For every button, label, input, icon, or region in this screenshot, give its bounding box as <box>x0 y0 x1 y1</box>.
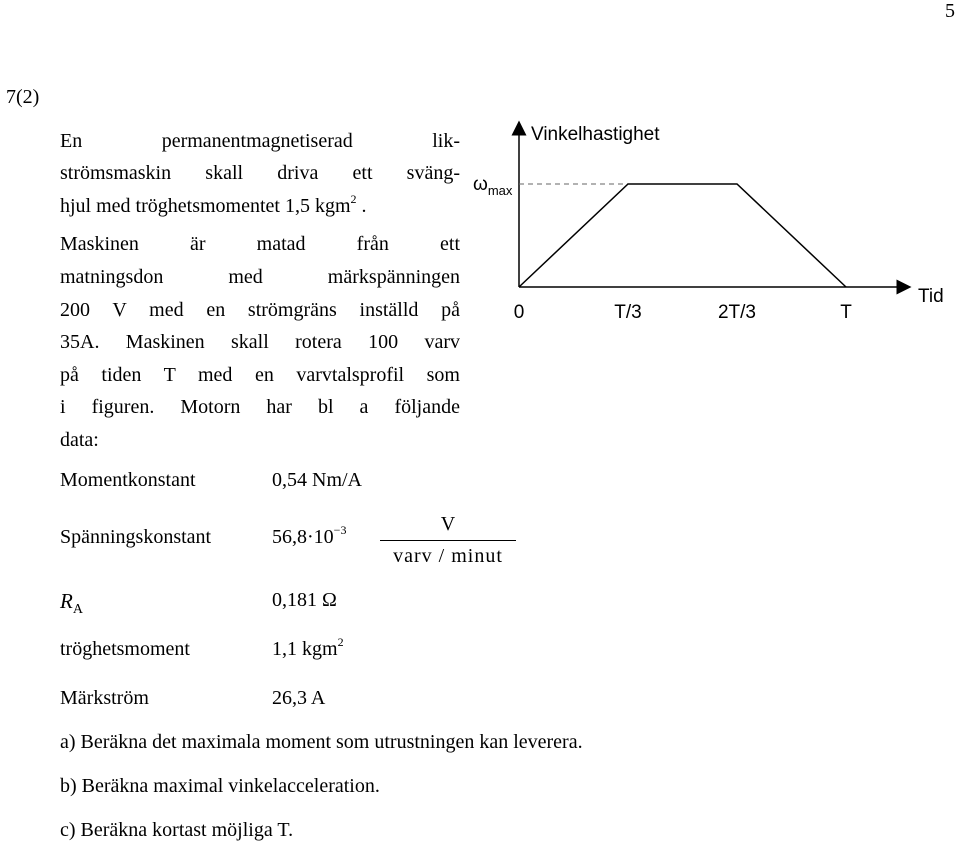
inertia-mantissa: 1,1 kgm <box>272 638 338 660</box>
speed-profile-line <box>519 184 846 287</box>
resistance-value: 0,181 Ω <box>272 589 337 611</box>
moment-constant-value: 0,54 Nm/A <box>272 469 362 491</box>
intro-line-3 <box>60 190 367 224</box>
intro-line-8: på tiden T med en varvtalsprofil som <box>60 364 460 386</box>
intro-line-6: 200 V med en strömgräns inställd på <box>60 299 460 321</box>
question-a: a) Beräkna det maximala moment som utrustningen kan leverera. <box>60 731 583 753</box>
intro-line-10: data: <box>60 429 99 451</box>
voltage-constant-unit <box>380 510 516 569</box>
intro-line-4: Maskinen är matad från ett <box>60 233 460 255</box>
question-c: c) Beräkna kortast möjliga T. <box>60 819 294 841</box>
x-tick-label: T <box>840 302 852 323</box>
voltage-constant-mantissa: 56,8·10 <box>272 526 334 548</box>
intro-line-3-end: . <box>361 195 367 217</box>
x-tick-label: 0 <box>513 302 525 323</box>
intro-line-1: En permanentmagnetiserad lik- <box>60 130 460 152</box>
x-tick-labels <box>514 302 852 323</box>
resistance-subscript: A <box>72 602 83 617</box>
intro-line-3-exponent: 2 <box>350 192 357 206</box>
resistance-symbol: R <box>60 589 73 613</box>
fraction-bar <box>380 540 516 541</box>
page-number: 5 <box>945 0 955 22</box>
omega-symbol: ω <box>473 174 488 195</box>
intro-line-3-text: hjul med tröghetsmomentet 1,5 kgm <box>60 195 351 217</box>
y-axis-label: Vinkelhastighet <box>531 124 660 145</box>
intro-line-9: i figuren. Motorn har bl a följande <box>60 396 460 418</box>
problem-number: 7(2) <box>6 86 40 108</box>
question-b: b) Beräkna maximal vinkelacceleration. <box>60 775 380 797</box>
rated-current-value: 26,3 A <box>272 687 326 709</box>
inertia-exponent: 2 <box>337 635 344 649</box>
x-axis-label: Tid <box>918 286 944 307</box>
y-max-marker <box>473 174 513 198</box>
unit-denominator: varv / minut <box>393 545 503 567</box>
resistance-label <box>60 589 83 617</box>
voltage-constant-label: Spänningskonstant <box>60 526 212 548</box>
omega-subscript: max <box>487 183 513 198</box>
inertia-label: tröghetsmoment <box>60 638 190 660</box>
rated-current-label: Märkström <box>60 687 149 709</box>
moment-constant-label: Momentkonstant <box>60 469 196 491</box>
x-tick-label: T/3 <box>614 302 642 323</box>
inertia-value <box>272 635 344 661</box>
unit-numerator: V <box>440 513 456 535</box>
voltage-constant-value <box>272 523 347 549</box>
intro-line-2: strömsmaskin skall driva ett sväng- <box>60 162 460 184</box>
intro-line-7: 35A. Maskinen skall rotera 100 varv <box>60 331 460 353</box>
voltage-constant-exponent: −3 <box>333 523 347 537</box>
intro-line-5: matningsdon med märkspänningen <box>60 266 460 288</box>
x-tick-label: 2T/3 <box>717 302 757 323</box>
